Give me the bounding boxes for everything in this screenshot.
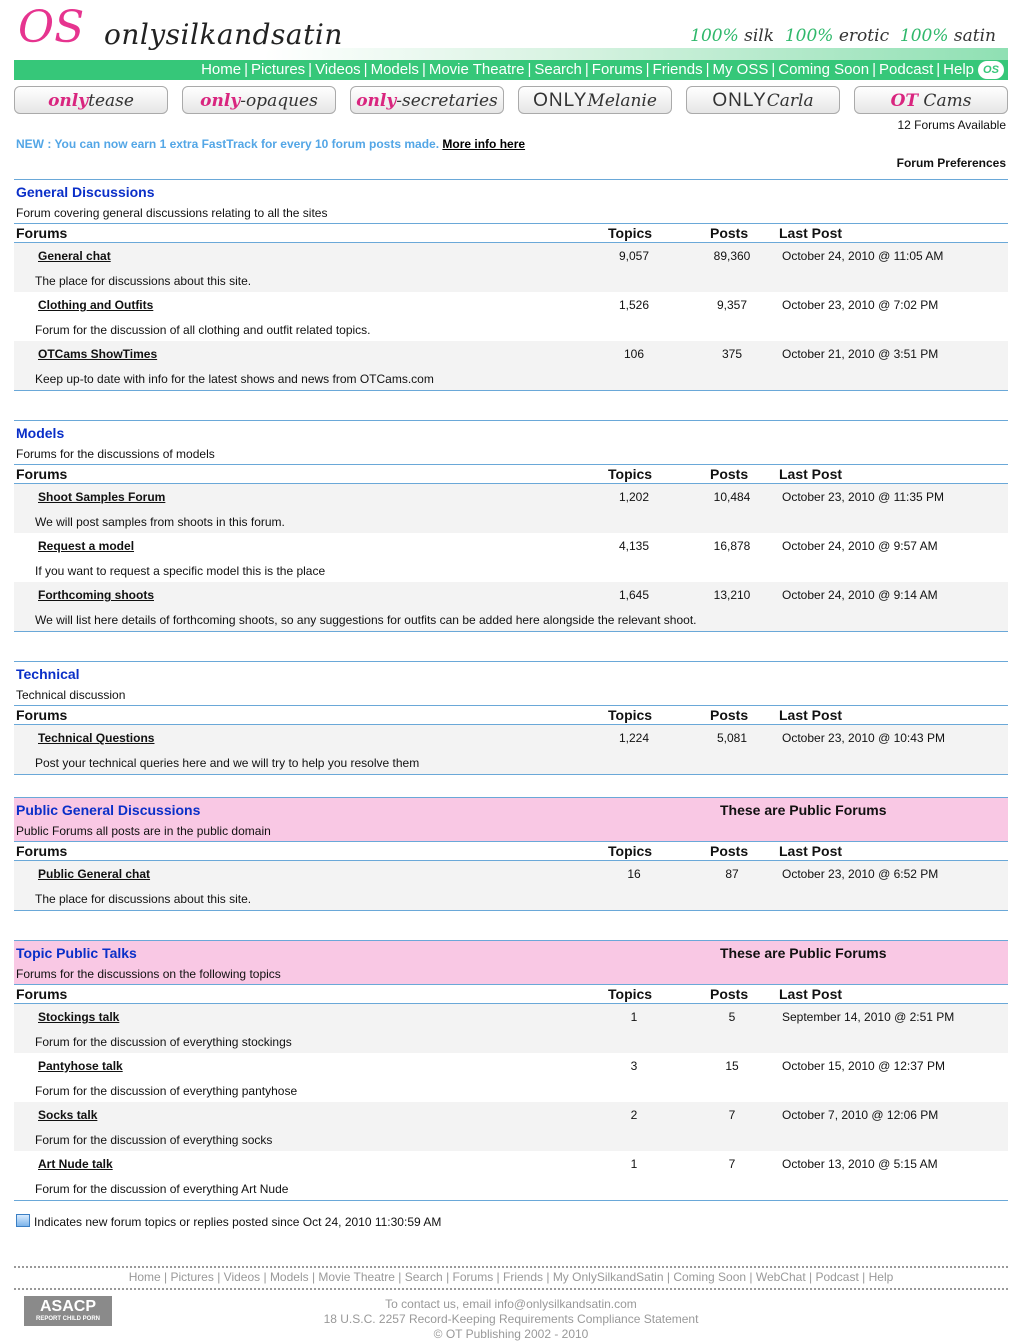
footer-link[interactable]: Pictures [170,1270,214,1284]
forum-last-post: October 23, 2010 @ 6:52 PM [782,867,939,881]
page [14,0,1008,1341]
category-header [14,420,1008,464]
forum-row [14,1151,1008,1200]
forum-last-post: September 14, 2010 @ 2:51 PM [782,1010,955,1024]
tagline-pct: 100% [784,26,834,46]
legend-text: Indicates new forum topics or replies posted since Oct 24, 2010 11:30:59 AM [34,1215,442,1229]
forum-posts-count: 16,878 [713,539,751,553]
nav-separator: | [705,61,710,78]
forum-topics-count: 1 [630,1010,638,1024]
forum-description: We will post samples from shoots in this forum. [35,515,285,529]
logo-mark: OS [18,2,85,53]
forum-description: We will list here details of forthcoming shoots, so any suggestions for outfits can be added here alongside the relevant shoot. [35,613,697,627]
forum-row [14,533,1008,582]
nav-link[interactable]: Podcast [879,61,934,78]
footer-separator: | [493,1270,503,1284]
site-button[interactable] [14,86,168,114]
category-header [14,940,1008,984]
footer-separator: | [543,1270,553,1284]
footer-separator: | [260,1270,270,1284]
forum-row [14,341,1008,390]
footer-divider [14,1288,1008,1290]
forum-posts-count: 5,081 [716,731,748,745]
column-posts: Posts [710,843,749,859]
column-last-post: Last Post [779,986,843,1002]
category-title[interactable]: Public General Discussions [16,802,201,818]
footer-link[interactable]: Coming Soon [673,1270,747,1284]
category-description: Forums for the discussions of models [16,447,215,461]
forum-link[interactable]: Art Nude talk [38,1157,113,1171]
forum-category [14,940,1008,1201]
nav-separator: | [936,61,941,78]
site-prefix: ONLY [712,90,767,111]
forum-posts-count: 7 [728,1157,736,1171]
nav-link[interactable]: Friends [652,61,703,78]
forum-last-post: October 23, 2010 @ 7:02 PM [782,298,939,312]
forum-posts-count: 5 [728,1010,736,1024]
category-divider [14,631,1008,632]
new-posts-icon [16,1214,30,1227]
forum-link[interactable]: Shoot Samples Forum [38,490,166,504]
forum-posts-count: 7 [728,1108,736,1122]
footer-link[interactable]: Search [404,1270,443,1284]
column-posts: Posts [710,225,749,241]
nav-link[interactable]: Coming Soon [778,61,870,78]
forum-topics-count: 1,202 [618,490,650,504]
tagline [690,26,996,46]
forum-link[interactable]: General chat [38,249,111,263]
forum-posts-count: 10,484 [713,490,751,504]
nav-separator: | [308,61,313,78]
site-button[interactable] [854,86,1008,114]
site-button[interactable] [518,86,672,114]
footer-separator: | [858,1270,869,1284]
forum-row [14,1053,1008,1102]
footer-link[interactable]: Home [128,1270,161,1284]
forum-category [14,420,1008,632]
category-divider [14,910,1008,911]
forum-row [14,861,1008,910]
site-name: Cams [918,91,972,111]
forum-topics-count: 1 [630,1157,638,1171]
forum-row [14,243,1008,292]
footer-separator: | [394,1270,405,1284]
category-header [14,179,1008,223]
site-name: tease [88,91,134,111]
site-name: Carla [766,91,814,111]
category-description: Technical discussion [16,688,126,702]
forum-link[interactable]: Technical Questions [38,731,155,745]
footer-info [14,1297,1008,1342]
tagline-pct: 100% [690,26,739,46]
nav-separator: | [771,61,776,78]
column-header [14,984,1008,1004]
notice-text: NEW : You can now earn 1 extra FastTrack for every 10 forum posts made. [16,137,440,151]
forum-link[interactable]: Request a model [38,539,135,553]
forum-last-post: October 13, 2010 @ 5:15 AM [782,1157,938,1171]
forum-topics-count: 2 [630,1108,638,1122]
new-posts-legend [16,1214,441,1229]
site-name: Melanie [587,91,657,111]
site-prefix: ONLY [533,90,588,111]
column-last-post: Last Post [779,707,843,723]
nav-link[interactable]: Help [943,61,974,78]
site-name: -opaques [240,91,318,111]
forum-row [14,1004,1008,1053]
main-nav-links [201,61,974,78]
category-title[interactable]: Topic Public Talks [16,945,137,961]
footer-separator: | [746,1270,756,1284]
nav-link[interactable]: Forums [591,61,643,78]
forum-last-post: October 23, 2010 @ 11:35 PM [782,490,945,504]
nav-separator: | [527,61,532,78]
category-header [14,661,1008,705]
nav-link[interactable]: Models [370,61,419,78]
category-header [14,797,1008,841]
tagline-word: erotic [838,26,890,46]
site-logo[interactable] [14,0,374,60]
nav-separator: | [645,61,650,78]
forum-posts-count: 13,210 [713,588,751,602]
nav-link[interactable]: My OSS [712,61,769,78]
forum-link[interactable]: Socks talk [38,1108,98,1122]
tagline-pct: 100% [899,26,949,46]
forum-row [14,582,1008,631]
forum-row [14,1102,1008,1151]
column-topics: Topics [608,707,653,723]
footer-link[interactable]: WebChat [755,1270,806,1284]
footer-separator: | [663,1270,674,1284]
forum-link[interactable]: Stockings talk [38,1010,120,1024]
column-topics: Topics [608,225,653,241]
forum-preferences-link[interactable]: Forum Preferences [896,156,1006,170]
column-forums: Forums [16,986,68,1002]
footer-compliance-link[interactable]: 18 U.S.C. 2257 Record-Keeping Requirements Compliance Statement [323,1312,699,1326]
category-title[interactable]: Technical [16,666,80,682]
footer-separator: | [308,1270,319,1284]
forum-topics-count: 1,526 [618,298,650,312]
forum-description: Forum for the discussion of everything stockings [35,1035,292,1049]
forum-link[interactable]: OTCams ShowTimes [38,347,158,361]
more-info-link[interactable]: More info here [442,137,526,151]
footer-link[interactable]: Friends [503,1270,544,1284]
footer-separator: | [805,1270,816,1284]
footer-link[interactable]: My OnlySilkandSatin [552,1270,664,1284]
footer-nav [14,1270,1008,1284]
category-divider [14,1200,1008,1201]
forum-topics-count: 106 [623,347,645,361]
forum-link[interactable]: Clothing and Outfits [38,298,154,312]
footer-separator: | [442,1270,453,1284]
asacp-subtext: REPORT CHILD PORN [35,1316,100,1322]
forum-posts-count: 89,360 [713,249,751,263]
site-highlight: only [356,91,397,111]
header-swoosh [264,48,1008,60]
nav-link[interactable]: Search [534,61,582,78]
site-highlight: only [48,91,89,111]
footer-copyright: © OT Publishing 2002 - 2010 [433,1327,589,1341]
forum-posts-count: 375 [721,347,743,361]
site-highlight: OT [890,91,919,111]
forum-description: Post your technical queries here and we will try to help you resolve them [35,756,420,770]
category-divider [14,774,1008,775]
footer-link[interactable]: Help [868,1270,894,1284]
forum-posts-count: 9,357 [716,298,748,312]
forum-description: If you want to request a specific model this is the place [35,564,326,578]
column-forums: Forums [16,225,68,241]
nav-link[interactable]: Videos [315,61,361,78]
oss-badge-icon[interactable]: OS [978,61,1004,79]
forum-last-post: October 21, 2010 @ 3:51 PM [782,347,939,361]
forum-topics-count: 1,645 [618,588,650,602]
main-nav [14,60,1008,80]
forum-description: Forum for the discussion of all clothing and outfit related topics. [35,323,371,337]
forum-topics-count: 9,057 [618,249,650,263]
forum-category [14,661,1008,775]
logo-text: onlysilkandsatin [104,18,343,51]
category-divider [14,390,1008,391]
column-posts: Posts [710,707,749,723]
column-last-post: Last Post [779,843,843,859]
site-button[interactable] [350,86,504,114]
forum-description: Forum for the discussion of everything socks [35,1133,273,1147]
nav-link[interactable]: Movie Theatre [428,61,525,78]
forum-last-post: October 15, 2010 @ 12:37 PM [782,1059,945,1073]
forum-last-post: October 24, 2010 @ 9:14 AM [782,588,938,602]
forum-description: The place for discussions about this site. [35,892,252,906]
column-topics: Topics [608,986,653,1002]
forum-description: Forum for the discussion of everything Art Nude [35,1182,289,1196]
footer-link[interactable]: Videos [223,1270,261,1284]
forum-row [14,292,1008,341]
forum-posts-count: 87 [725,867,739,881]
nav-separator: | [363,61,368,78]
forum-last-post: October 23, 2010 @ 10:43 PM [782,731,945,745]
forum-description: The place for discussions about this site. [35,274,252,288]
category-title[interactable]: Models [16,425,65,441]
category-title[interactable]: General Discussions [16,184,155,200]
site-highlight: only [200,91,241,111]
forum-row [14,484,1008,533]
forums-available-count: 12 Forums Available [897,118,1006,132]
footer-separator: | [213,1270,224,1284]
forum-last-post: October 7, 2010 @ 12:06 PM [782,1108,939,1122]
column-last-post: Last Post [779,225,843,241]
column-last-post: Last Post [779,466,843,482]
tagline-word: silk [744,26,775,46]
footer-separator: | [160,1270,171,1284]
nav-separator: | [584,61,589,78]
nav-separator: | [421,61,426,78]
forum-topics-count: 3 [630,1059,638,1073]
forum-description: Keep up-to date with info for the latest shows and news from OTCams.com [35,372,434,386]
forum-link[interactable]: Forthcoming shoots [38,588,154,602]
forum-last-post: October 24, 2010 @ 11:05 AM [782,249,944,263]
forum-row [14,725,1008,774]
public-forums-note: These are Public Forums [720,945,887,961]
site-button[interactable] [182,86,336,114]
forum-last-post: October 24, 2010 @ 9:57 AM [782,539,938,553]
asacp-text: ASACP [39,1298,96,1315]
footer-link[interactable]: Movie Theatre [318,1270,395,1284]
site-header [14,0,1008,60]
fasttrack-notice [16,137,525,151]
column-header [14,841,1008,861]
column-topics: Topics [608,466,653,482]
nav-separator: | [872,61,877,78]
forum-posts-count: 15 [725,1059,739,1073]
footer-divider [14,1266,1008,1268]
tagline-word: satin [953,26,996,46]
forum-category [14,797,1008,911]
column-posts: Posts [710,986,749,1002]
category-description: Forum covering general discussions relating to all the sites [16,206,328,220]
column-forums: Forums [16,466,68,482]
column-header [14,705,1008,725]
nav-separator: | [244,61,248,78]
column-header [14,464,1008,484]
column-forums: Forums [16,707,68,723]
forum-link[interactable]: Pantyhose talk [38,1059,123,1073]
column-forums: Forums [16,843,68,859]
category-description: Public Forums all posts are in the public domain [16,824,271,838]
column-topics: Topics [608,843,653,859]
footer-contact: To contact us, email info@onlysilkandsatin.com [385,1297,637,1311]
footer-link[interactable]: Forums [452,1270,494,1284]
nav-link[interactable]: Pictures [250,61,306,78]
column-posts: Posts [710,466,749,482]
forum-topics-count: 16 [627,867,641,881]
nav-link[interactable]: Home [201,61,242,78]
footer-link[interactable]: Models [269,1270,309,1284]
site-button[interactable] [686,86,840,114]
category-description: Forums for the discussions on the following topics [16,967,281,981]
forum-topics-count: 4,135 [618,539,650,553]
forum-category [14,179,1008,391]
forum-link[interactable]: Public General chat [38,867,151,881]
public-forums-note: These are Public Forums [720,802,887,818]
forum-description: Forum for the discussion of everything pantyhose [35,1084,298,1098]
footer-link[interactable]: Podcast [815,1270,859,1284]
network-sites [14,86,1008,116]
site-name: -secretaries [396,91,498,111]
column-header [14,223,1008,243]
forum-topics-count: 1,224 [618,731,650,745]
